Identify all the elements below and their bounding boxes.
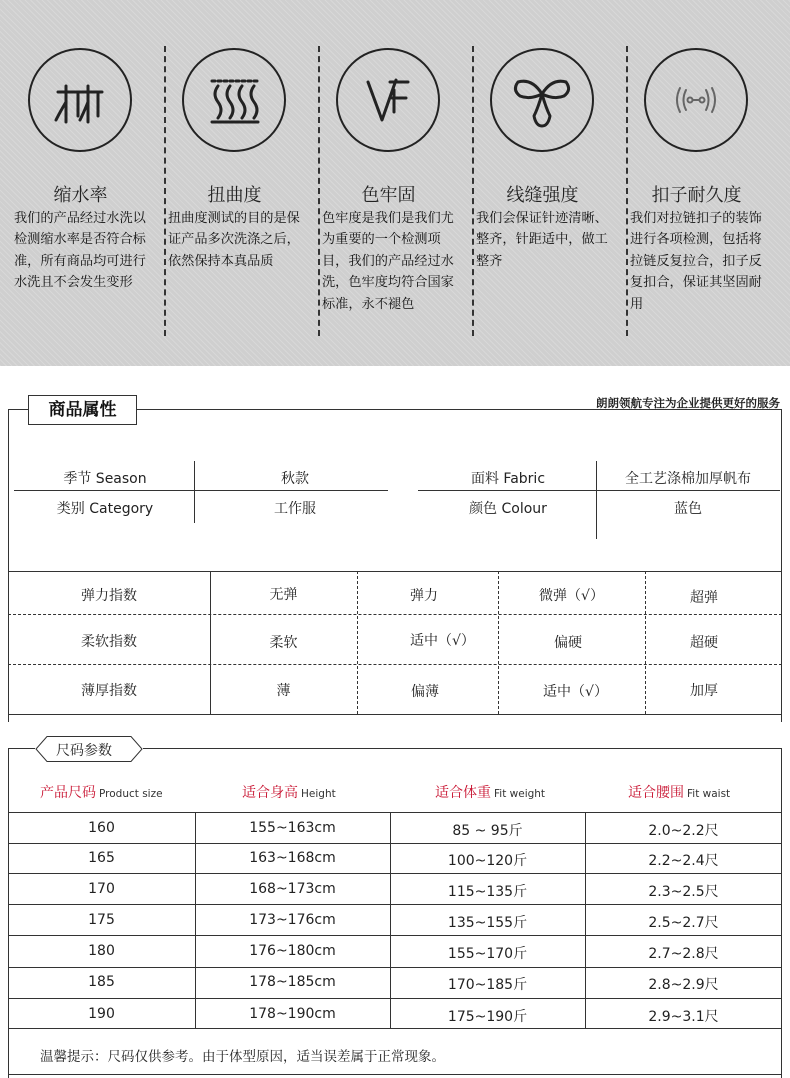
size-cell: 178~190cm [249, 1006, 336, 1022]
feature-separator [472, 46, 474, 336]
twist-icon [184, 50, 284, 150]
feature-icon-circle [490, 48, 594, 152]
attr-value: 蓝色 [674, 501, 702, 517]
index-option: 适中（√） [543, 684, 608, 700]
feature-desc: 色牢度是我们是我们尤为重要的一个检测项目，我们的产品经过水洗，色牢度均符合国家标准，永不褪色 [322, 211, 454, 312]
shrink-icon [30, 50, 130, 150]
size-cell: 100~120斤 [447, 853, 528, 869]
index-grid-row-line [8, 664, 782, 665]
size-title: 尺码参数 [56, 743, 112, 759]
size-cell: 175~190斤 [447, 1009, 528, 1025]
size-cell: 2.0~2.2尺 [648, 823, 719, 839]
size-header: 适合体重 Fit weight [435, 785, 546, 801]
frame-top-left [8, 409, 28, 410]
feature-separator [626, 46, 628, 336]
size-header: 产品尺码 Product size [40, 785, 163, 801]
size-row-line [8, 1028, 782, 1029]
size-header: 适合腰围 Fit waist [628, 785, 731, 801]
index-option: 偏硬 [554, 635, 582, 651]
features-band [0, 0, 790, 366]
size-cell: 2.9~3.1尺 [648, 1009, 719, 1025]
feature-desc: 扭曲度测试的目的是保证产品多次洗涤之后，依然保持本真品质 [168, 211, 300, 269]
size-frame-top-left [8, 748, 35, 749]
size-cell: 85 ~ 95斤 [452, 823, 523, 839]
index-option: 超弹 [690, 590, 718, 606]
size-cell: 176~180cm [249, 943, 336, 959]
attr-value: 全工艺涤棉加厚帆布 [625, 471, 751, 487]
size-row-line [8, 998, 782, 999]
attr-label: 面料 Fabric [470, 471, 546, 487]
size-row-line [8, 935, 782, 936]
index-option: 无弹 [269, 587, 298, 603]
size-cell: 190 [88, 1006, 115, 1022]
feature-title: 缩水率 [53, 185, 108, 206]
size-cell: 155~163cm [249, 820, 336, 836]
size-row-line [8, 843, 782, 844]
product-attributes [0, 377, 790, 722]
attr-col-line [194, 461, 195, 523]
index-option: 微弹（√） [539, 588, 604, 604]
size-cell: 115~135斤 [447, 884, 528, 900]
size-row-line [8, 873, 782, 874]
index-name: 弹力指数 [81, 588, 137, 604]
feature-separator [164, 46, 166, 336]
feature-separator [318, 46, 320, 336]
feature-icon-circle [182, 48, 286, 152]
button-icon [646, 50, 746, 150]
index-name: 柔软指数 [81, 634, 137, 650]
size-cell: 163~168cm [249, 850, 336, 866]
size-cell: 2.5~2.7尺 [648, 915, 719, 931]
attr-label: 颜色 Colour [469, 501, 547, 517]
size-frame-top-right [143, 748, 782, 749]
size-frame-bottom [8, 1074, 782, 1075]
size-cell: 2.3~2.5尺 [648, 884, 719, 900]
index-option: 薄 [276, 683, 291, 699]
index-option: 弹力 [410, 588, 438, 604]
feature-button [620, 0, 773, 366]
feature-title: 扭曲度 [207, 185, 262, 206]
index-grid-col-line [357, 571, 358, 714]
feature-desc: 我们会保证针迹清晰、整齐，针距适中，做工整齐 [476, 211, 608, 269]
feature-title: 色牢固 [361, 185, 416, 206]
frame-left [8, 409, 9, 722]
color-fastness-icon [338, 50, 438, 150]
size-row-line [8, 904, 782, 905]
attr-col-line [596, 461, 597, 539]
index-option: 加厚 [690, 683, 718, 699]
size-cell: 178~185cm [249, 974, 336, 990]
attr-row-line [418, 490, 780, 491]
attr-label: 类别 Category [56, 501, 154, 517]
index-option: 超硬 [690, 635, 718, 651]
size-cell: 175 [88, 912, 115, 928]
seam-icon [492, 50, 592, 150]
size-header: 适合身高 Height [242, 785, 336, 801]
index-grid-row-line [8, 614, 782, 615]
size-cell: 2.8~2.9尺 [648, 977, 719, 993]
size-cell: 2.2~2.4尺 [648, 853, 719, 869]
index-option: 适中（√） [410, 633, 475, 649]
feature-seam [466, 0, 619, 366]
feature-desc: 我们的产品经过水洗以检测缩水率是否符合标准，所有商品均可进行水洗且不会发生变形 [14, 211, 146, 291]
attr-row-line [14, 490, 388, 491]
index-name: 薄厚指数 [81, 683, 137, 699]
size-cell: 170~185斤 [447, 977, 528, 993]
size-cell: 170 [88, 881, 115, 897]
size-cell: 173~176cm [249, 912, 336, 928]
feature-desc: 我们对拉链扣子的装饰进行各项检测，包括将拉链反复拉合，扣子反复扣合，保证其坚固耐用 [630, 211, 762, 312]
feature-icon-circle [644, 48, 748, 152]
feature-shrink [4, 0, 157, 366]
index-option: 偏薄 [411, 684, 439, 700]
index-grid-bottom [8, 714, 782, 715]
frame-right [781, 409, 782, 722]
size-cell: 180 [88, 943, 115, 959]
feature-title: 线缝强度 [506, 185, 579, 206]
size-note: 温馨提示：尺码仅供参考。由于体型原因，适当误差属于正常现象。 [40, 1049, 445, 1065]
size-row-line [8, 812, 782, 813]
index-option: 柔软 [269, 635, 298, 651]
size-cell: 135~155斤 [447, 915, 528, 931]
feature-icon-circle [336, 48, 440, 152]
attributes-title: 商品属性 [28, 395, 137, 425]
attr-value: 工作服 [274, 501, 316, 517]
feature-title: 扣子耐久度 [651, 185, 742, 206]
feature-twist [158, 0, 311, 366]
size-cell: 165 [88, 850, 115, 866]
size-row-line [8, 967, 782, 968]
size-cell: 168~173cm [249, 881, 336, 897]
index-grid-top [8, 571, 782, 572]
slogan: 朗朗领航专注为企业提供更好的服务 [596, 396, 780, 410]
size-cell: 155~170斤 [447, 946, 528, 962]
size-cell: 160 [88, 820, 115, 836]
feature-color-fastness [312, 0, 465, 366]
attr-value: 秋款 [281, 471, 309, 487]
size-cell: 185 [88, 974, 115, 990]
size-cell: 2.7~2.8尺 [648, 946, 719, 962]
attr-label: 季节 Season [63, 471, 147, 487]
feature-icon-circle [28, 48, 132, 152]
size-chart [0, 722, 790, 1078]
